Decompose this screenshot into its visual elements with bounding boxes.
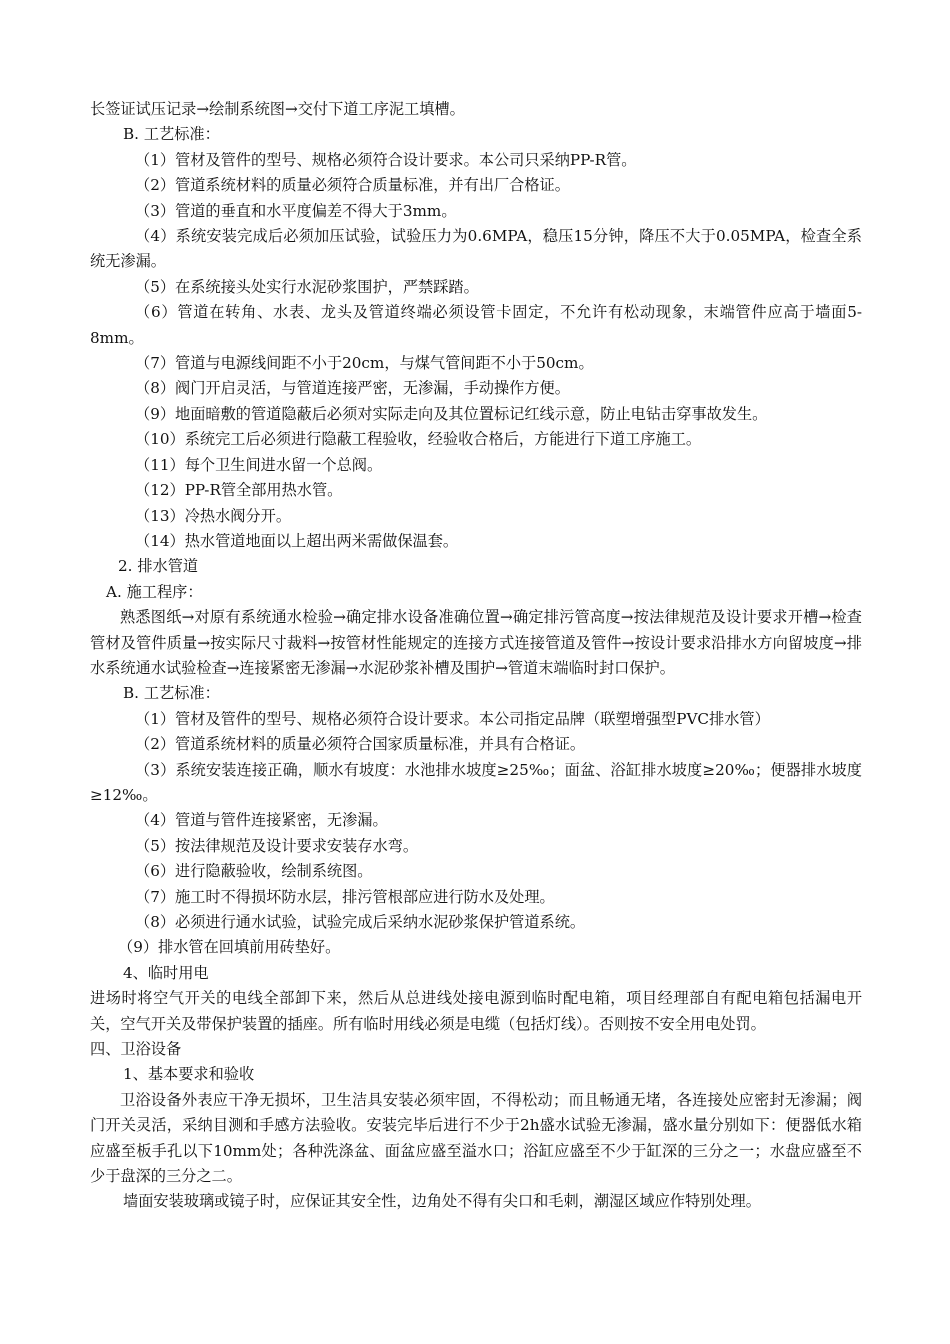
paragraph: （3）系统安装连接正确，顺水有坡度：水池排水坡度≥25‰；面盆、浴缸排水坡度≥20‰；便器排水坡度≥12‰。 [90,760,862,804]
text-line: （12）PP-R管全部用热水管。 [135,481,343,500]
paragraph: （4）系统安装完成后必须加压试验，试验压力为0.6MPA，稳压15分钟，降压不大于0.05MPA，检查全系统无渗漏。 [90,227,862,271]
text-line: （14）热水管道地面以上超出两米需做保温套。 [135,531,459,550]
text-line: 长签证试压记录→绘制系统图→交付下道工序泥工填槽。 [90,100,465,118]
text-line: （3）管道的垂直和水平度偏差不得大于3mm。 [135,201,457,220]
text-line: A. 施工程序： [106,582,203,601]
text-line: （8）必须进行通水试验，试验完成后采纳水泥砂浆保护管道系统。 [135,913,586,931]
text-line: （8）阀门开启灵活，与管道连接严密，无渗漏，手动操作方便。 [135,379,570,398]
text-line: （7）施工时不得损坏防水层，排污管根部应进行防水及处理。 [135,887,555,906]
text-line: （4）管道与管件连接紧密，无渗漏。 [135,811,388,830]
paragraph: （6）管道在转角、水表、龙头及管道终端必须设管卡固定，不允许有松动现象，末端管件应高于墙面5-8mm。 [90,303,862,347]
paragraph: 进场时将空气开关的电线全部卸下来，然后从总进线处接电源到临时配电箱，项目经理部自有配电箱包括漏电开关，空气开关及带保护装置的插座。所有临时用线必须是电缆（包括灯线）。否则按不安全用电处罚。 [90,989,862,1033]
text-line: （9）地面暗敷的管道隐蔽后必须对实际走向及其位置标记红线示意，防止电钻击穿事故发生。 [135,404,768,423]
text-line: 墙面安装玻璃或镜子时，应保证其安全性，边角处不得有尖口和毛刺，潮湿区域应作特别处理。 [123,1192,761,1211]
text-line: （7）管道与电源线间距不小于20cm，与煤气管间距不小于50cm。 [135,354,594,373]
text-line: （5）在系统接头处实行水泥砂浆围护，严禁踩踏。 [135,277,479,296]
text-line: （6）进行隐蔽验收，绘制系统图。 [135,862,373,881]
text-line: （10）系统完工后必须进行隐蔽工程验收，经验收合格后，方能进行下道工序施工。 [135,430,702,449]
text-line: （9）排水管在回填前用砖垫好。 [118,938,341,957]
text-line: B. 工艺标准： [123,684,220,703]
document-page [90,97,862,1215]
text-line: B. 工艺标准： [123,125,220,144]
text-line: 1、基本要求和验收 [123,1065,255,1084]
paragraph: 卫浴设备外表应干净无损坏，卫生洁具安装必须牢固，不得松动；而且畅通无堵，各连接处应密封无渗漏；阀门开关灵活，采纳目测和手感方法验收。安装完毕后进行不少于2h盛水试验无渗漏，盛水量分别如下：便器低水箱应盛至板手孔以下10mm处；各种洗涤盆、面盆应盛至溢水口；浴缸应盛至不少于缸深的三分之一；水盘应盛至不少于盘深的三分之二。 [90,1090,862,1186]
text-line: （2）管道系统材料的质量必须符合国家质量标准，并具有合格证。 [135,735,586,754]
text-line: （1）管材及管件的型号、规格必须符合设计要求。本公司只采纳PP-R管。 [135,150,637,169]
text-line: （5）按法律规范及设计要求安装存水弯。 [135,836,419,855]
text-line: 四、卫浴设备 [90,1040,182,1059]
text-line: （1）管材及管件的型号、规格必须符合设计要求。本公司指定品牌（联塑增强型PVC排水管） [135,709,770,728]
text-line: 2. 排水管道 [118,557,199,576]
text-line: （13）冷热水阀分开。 [135,506,292,525]
text-line: 4、临时用电 [123,963,209,982]
text-line: （11）每个卫生间进水留一个总阀。 [135,455,383,474]
paragraph: 熟悉图纸→对原有系统通水检验→确定排水设备准确位置→确定排污管高度→按法律规范及设计要求开槽→检查管材及管件质量→按实际尺寸裁料→按管材性能规定的连接方式连接管道及管件→按设计要求沿排水方向留坡度→排水系统通水试验检查→连接紧密无渗漏→水泥砂浆补槽及围护→管道末端临时封口保护。 [90,608,862,677]
text-line: （2）管道系统材料的质量必须符合质量标准，并有出厂合格证。 [135,176,570,195]
